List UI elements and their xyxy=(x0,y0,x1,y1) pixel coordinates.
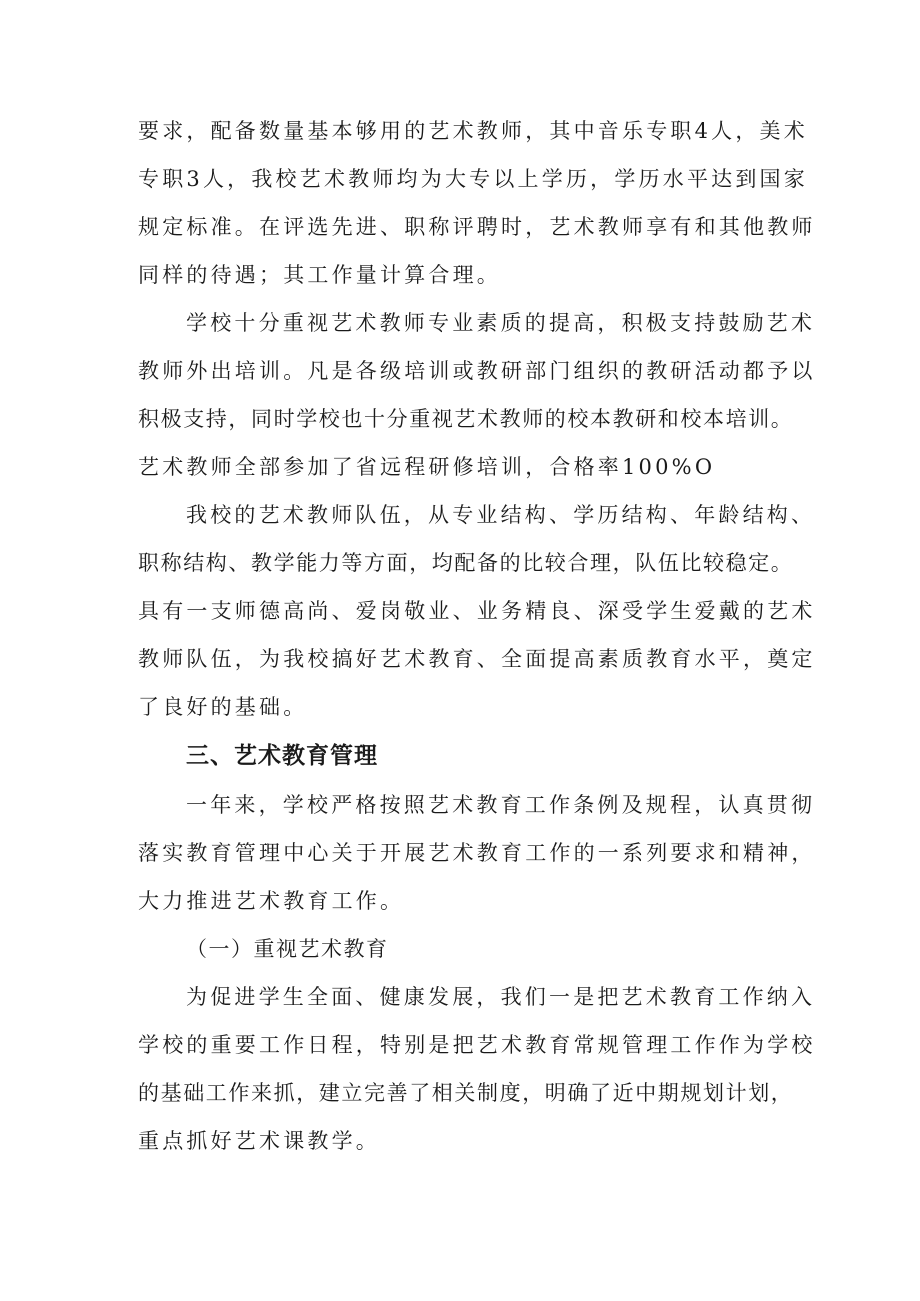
paragraph-line: 一年来，学校严格按照艺术教育工作条例及规程，认真贯彻 xyxy=(186,793,816,817)
paragraph-line: 为促进学生全面、健康发展，我们一是把艺术教育工作纳入 xyxy=(186,985,816,1009)
paragraph-line: 大力推进艺术教育工作。 xyxy=(138,889,405,913)
paragraph-line: 的基础工作来抓，建立完善了相关制度，明确了近中期规划计划， xyxy=(138,1081,794,1105)
paragraph-line: 积极支持，同时学校也十分重视艺术教师的校本教研和校本培训。 xyxy=(138,407,794,431)
paragraph-line: 专职3人，我校艺术教师均为大专以上学历，学历水平达到国家 xyxy=(138,167,808,191)
paragraph-line: 教师外出培训。凡是各级培训或教研部门组织的教研活动都予以 xyxy=(138,359,816,383)
paragraph-line: 教师队伍，为我校搞好艺术教育、全面提高素质教育水平，奠定 xyxy=(138,647,816,671)
paragraph-line: 学校的重要工作日程，特别是把艺术教育常规管理工作作为学校 xyxy=(138,1033,816,1057)
paragraph-line: 艺术教师全部参加了省远程研修培训，合格率100%O xyxy=(138,455,716,479)
paragraph-line: 要求，配备数量基本够用的艺术教师，其中音乐专职4人，美术 xyxy=(138,119,808,143)
paragraph-line: 同样的待遇；其工作量计算合理。 xyxy=(138,263,501,287)
paragraph-line: 职称结构、教学能力等方面，均配备的比较合理，队伍比较稳定。 xyxy=(138,551,794,575)
paragraph-line: 了良好的基础。 xyxy=(138,695,308,719)
paragraph-line: 具有一支师德高尚、爱岗敬业、业务精良、深受学生爱戴的艺术 xyxy=(138,599,816,623)
paragraph-line: 重点抓好艺术课教学。 xyxy=(138,1129,380,1153)
paragraph-line: 学校十分重视艺术教师专业素质的提高，积极支持鼓励艺术 xyxy=(186,311,816,335)
paragraph-line: 落实教育管理中心关于开展艺术教育工作的一系列要求和精神， xyxy=(138,841,816,865)
paragraph-line: 规定标准。在评选先进、职称评聘时，艺术教师享有和其他教师 xyxy=(138,215,816,239)
paragraph-line: 我校的艺术教师队伍，从专业结构、学历结构、年龄结构、 xyxy=(186,503,816,527)
subsection-heading: （一）重视艺术教育 xyxy=(186,937,389,961)
section-heading: 三、艺术教育管理 xyxy=(186,743,378,769)
